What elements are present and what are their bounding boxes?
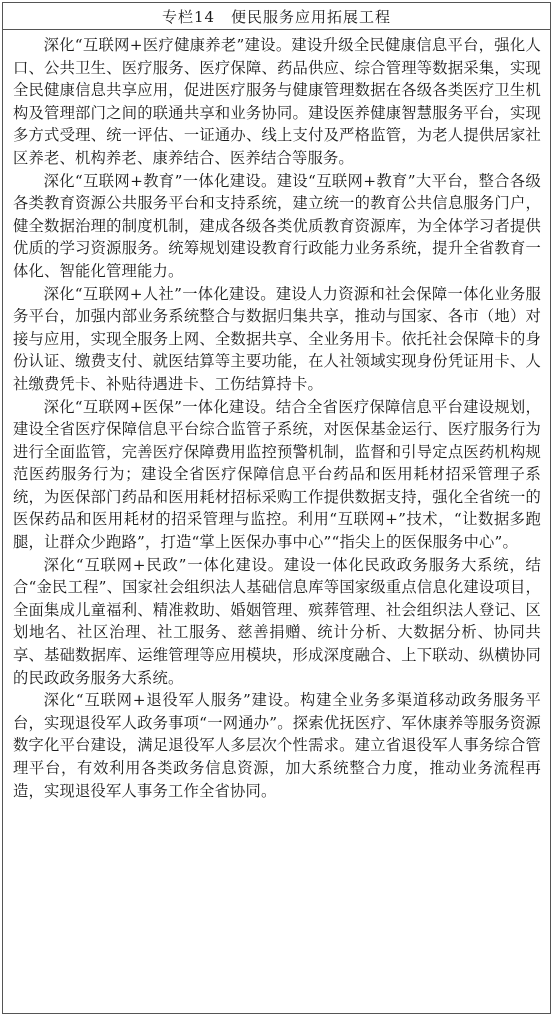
box-content: [3, 30, 550, 802]
paragraph-veterans-services: 深化“互联网+退役军人服务”建设。构建全业务多渠道移动政务服务平台，实现退役军人政务事项“一网通办”。探索优抚医疗、军休康养等服务资源数字化平台建设，满足退役军人多层次个性需求。建立省退役军人事务综合管理平台，有效利用各类政务信息资源，加大系统整合力度，推动业务流程再造，实现退役军人事务工作全省协同。: [13, 691, 541, 800]
paragraph-medical-insurance: 深化“互联网+医保”一体化建设。结合全省医疗保障信息平台建设规划，建设全省医疗保障信息平台综合监管子系统，对医保基金运行、医疗服务行为进行全面监管，完善医疗保障费用监控预警机制，监督和引导定点医药机构规范医药服务行为；建设全省医疗保障信息平台药品和医用耗材招采管理子系统，为医保部门药品和医用耗材招标采购工作提供数据支持，强化全省统一的医保药品和医用耗材的招采管理与监控。利用“互联网+”技术，“让数据多跑腿，让群众少跑路”，打造“掌上医保办事中心”“指尖上的医保服务中心”。: [13, 397, 541, 552]
paragraph-civil-affairs: 深化“互联网+民政”一体化建设。建设一体化民政政务服务大系统，结合“金民工程”、国家社会组织法人基础信息库等国家级重点信息化建设项目，全面集成儿童福利、精准救助、婚姻管理、殡葬管理、社会组织法人登记、区划地名、社区治理、社工服务、慈善捐赠、统计分析、大数据分析、协同共享、基础数据库、运维管理等应用模块，形成深度融合、上下联动、纵横协同的民政政务服务大系统。: [13, 555, 541, 687]
paragraph-medical-health: 深化“互联网+医疗健康养老”建设。建设升级全民健康信息平台，强化人口、公共卫生、医疗服务、医疗保障、药品供应、综合管理等数据采集，实现全民健康信息共享应用，促进医疗服务与健康管理数据在各级各类医疗卫生机构及管理部门之间的联通共享和业务协同。建设医养健康智慧服务平台，实现多方式受理、统一评估、一证通办、线上支付及严格监管，为老人提供居家社区养老、机构养老、康养结合、医养结合等服务。: [13, 36, 541, 167]
paragraph-human-resources: 深化“互联网+人社”一体化建设。建设人力资源和社会保障一体化业务服务平台，加强内部业务系统整合与数据归集共享，推动与国家、各市（地）对接与应用，实现全服务上网、全数据共享、全业务用卡。依托社会保障卡的身份认证、缴费支付、就医结算等主要功能，在人社领域实现身份凭证用卡、人社缴费凭卡、补贴待遇进卡、工伤结算持卡。: [13, 284, 541, 393]
paragraph-education: 深化“互联网+教育”一体化建设。建设“互联网+教育”大平台，整合各级各类教育资源公共服务平台和支持系统，建立统一的教育公共信息服务门户，健全数据治理的制度机制，建成各级各类优质教育资源库，为全体学习者提供优质的学习资源服务。统筹规划建设教育行政能力业务系统，提升全省教育一体化、智能化管理能力。: [13, 171, 541, 280]
box-title: 专栏14 便民服务应用拓展工程: [3, 3, 550, 30]
feature-box: [2, 2, 551, 1014]
